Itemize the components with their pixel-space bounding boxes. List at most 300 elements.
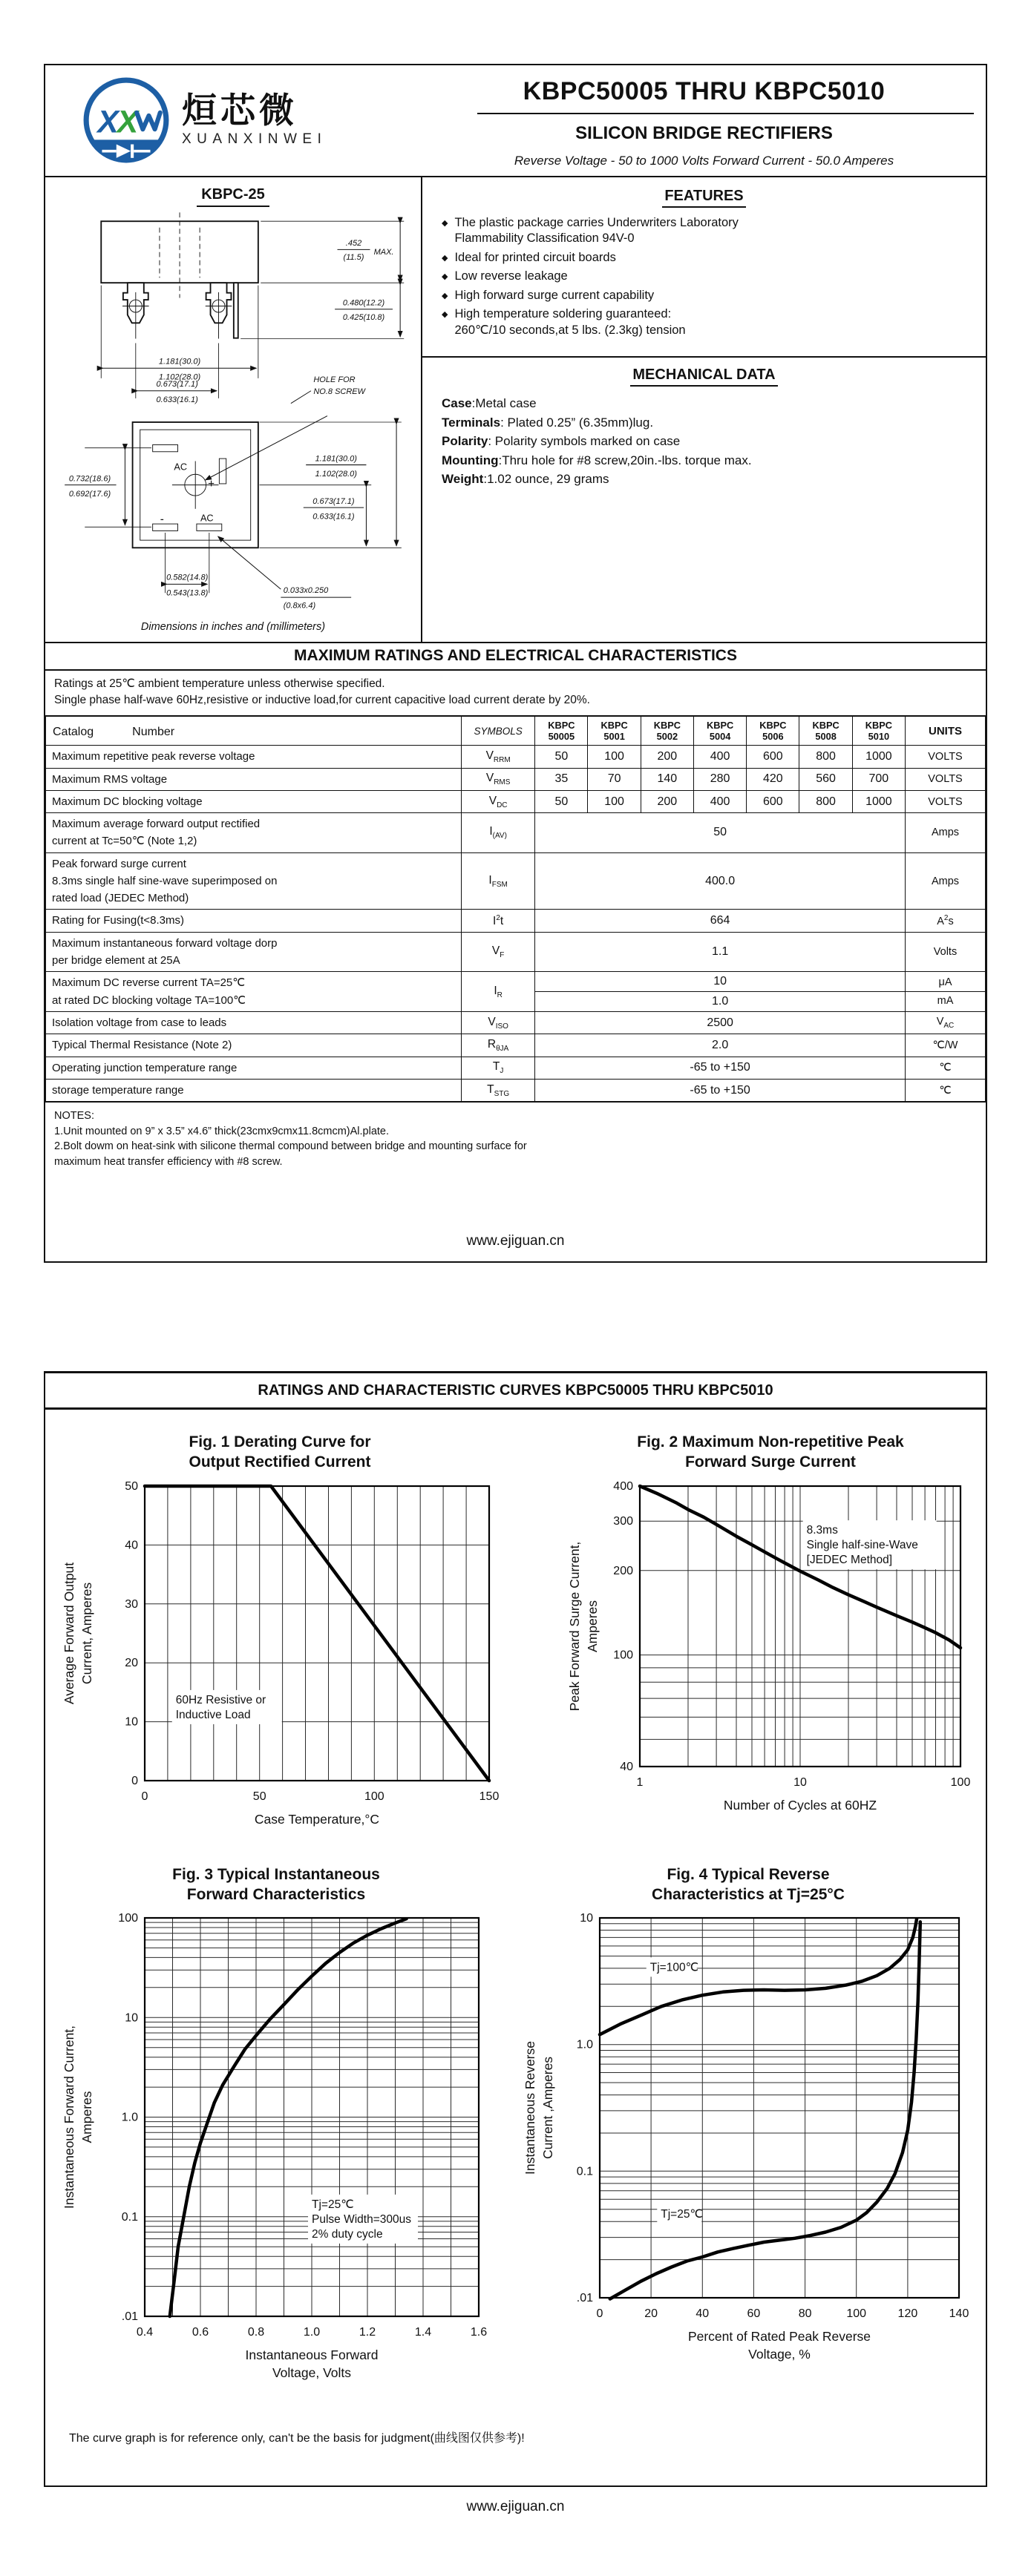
mechanical-value: :1.02 ounce, 29 grams — [483, 472, 609, 487]
symbol-cell: $V_F$ — [462, 932, 535, 972]
feature-text — [454, 288, 654, 303]
y-tick-label: .01 — [121, 2310, 138, 2324]
feature-line: High forward surge current capability — [454, 288, 655, 302]
figure-2 — [563, 1420, 978, 1853]
parameter-line: Operating junction temperature range — [52, 1061, 238, 1074]
parameter-line: Maximum average forward output rectified — [52, 818, 261, 831]
figure-title-line: Forward Characteristics — [186, 1885, 366, 1903]
x-tick-label: 100 — [950, 1775, 971, 1789]
value-cell-span: 50 — [535, 813, 906, 853]
parameter-label — [46, 1034, 462, 1057]
x-axis-label: Voltage, Volts — [272, 2365, 352, 2381]
ratings-table-head — [46, 716, 986, 746]
figure-3 — [57, 1853, 495, 2404]
value-cell-span: 2.0 — [535, 1034, 906, 1057]
y-tick-label: 10 — [125, 2011, 138, 2025]
parameter-line: Peak forward surge current — [52, 857, 186, 870]
x-tick-label: 0 — [596, 2307, 603, 2321]
feature-item — [442, 269, 966, 284]
logo-chinese-name: 烜芯微 — [182, 91, 298, 131]
parameter-line: Maximum repetitive peak reverse voltage — [52, 750, 255, 763]
feature-text — [454, 306, 685, 338]
value-cell: 280 — [693, 768, 746, 790]
mechanical-row — [442, 432, 966, 451]
x-tick-label: 0 — [141, 1790, 148, 1803]
value-cell: 200 — [641, 746, 693, 768]
x-tick-label: 120 — [897, 2307, 918, 2321]
unit-cell: ℃/W — [905, 1034, 985, 1057]
y-tick-label: 400 — [613, 1479, 633, 1493]
features-list — [442, 215, 966, 338]
drawing-caption: Dimensions in inches and (millimeters) — [140, 620, 326, 633]
feature-line: Flammability Classification 94V-0 — [454, 231, 635, 246]
series-derating — [145, 1486, 489, 1781]
dim-width-a: 1.181(30.0) — [158, 357, 201, 367]
svg-text:X: X — [117, 103, 139, 139]
catalog-number-wrap — [47, 721, 460, 740]
table-row — [46, 768, 986, 790]
page1-footer-link[interactable]: www.ejiguan.cn — [466, 1233, 565, 1249]
features-heading-text: FEATURES — [662, 188, 745, 208]
dim-span-a: 0.582(14.8) — [166, 573, 209, 582]
y-tick-label: 300 — [613, 1514, 633, 1528]
unit-cell-dual — [905, 972, 985, 1012]
mechanical-label: Polarity — [442, 434, 488, 449]
feature-line: Low reverse leakage — [454, 269, 568, 283]
annotation-text: Pulse Width=300us — [312, 2213, 411, 2227]
value-cell: 35 — [535, 768, 588, 790]
page1-header — [45, 65, 986, 177]
x-tick-label: 40 — [695, 2307, 710, 2321]
chart-svg — [57, 1906, 495, 2399]
curves-section-heading: RATINGS AND CHARACTERISTIC CURVES KBPC50005 THRU KBPC5010 — [45, 1373, 986, 1410]
table-row — [46, 1079, 986, 1102]
symbol-cell: $I_R$ — [462, 972, 535, 1012]
parameter-line: Maximum DC blocking voltage — [52, 795, 203, 808]
svg-text:X: X — [97, 103, 119, 139]
parameter-line: per bridge element at 25A — [52, 953, 180, 967]
y-tick-label: 100 — [118, 1912, 138, 1925]
parameter-label — [46, 972, 462, 1012]
y-tick-label: 1.0 — [121, 2111, 138, 2124]
value-cell: 70 — [588, 768, 641, 790]
title-block — [430, 71, 978, 168]
dim-pitch-a: 0.673(17.1) — [156, 379, 198, 389]
reverse-characteristics-chart — [518, 1906, 978, 2385]
x-tick-label: 100 — [846, 2307, 867, 2321]
feature-line: High temperature soldering guaranteed: — [454, 307, 672, 321]
dim-width-a2: 1.181(30.0) — [315, 454, 357, 464]
dim-body-b: 0.692(17.6) — [68, 489, 111, 499]
figure-title-line: Forward Surge Current — [685, 1453, 856, 1471]
part-series: KBPC — [548, 719, 575, 731]
part-column-header — [535, 716, 588, 746]
units-header: UNITS — [905, 716, 985, 746]
symbol-cell: $V_{ISO}$ — [462, 1012, 535, 1034]
feature-item — [442, 215, 966, 247]
x-tick-label: 80 — [798, 2307, 812, 2321]
value-cell: 100 — [588, 746, 641, 768]
polarity-minus-label: - — [160, 513, 164, 526]
x-tick-label: 100 — [364, 1790, 384, 1803]
value-cell: 100 — [588, 790, 641, 812]
value-cell: 1000 — [852, 790, 905, 812]
x-tick-label: 0.8 — [247, 2326, 265, 2339]
chart-svg — [518, 1906, 978, 2381]
feature-text — [454, 215, 738, 247]
curves-disclaimer: The curve graph is for reference only, can't be the basis for judgment(曲线图仅供参考)! — [69, 2432, 525, 2445]
value-cell: 1000 — [852, 746, 905, 768]
dim-slot-b: (0.8x6.4) — [283, 601, 316, 611]
parameter-line: 8.3ms single half sine-wave superimposed on — [52, 874, 278, 887]
mechanical-value: :Metal case — [471, 396, 537, 411]
unit-cell: VOLTS — [905, 746, 985, 768]
features-heading — [442, 188, 966, 205]
feature-text — [454, 269, 567, 284]
y-tick-label: 0 — [131, 1774, 138, 1787]
ratings-table — [45, 715, 986, 1103]
symbol-cell: $V_{DC}$ — [462, 790, 535, 812]
charts-row-1 — [57, 1420, 978, 1853]
table-row — [46, 910, 986, 932]
dim-width-b2: 1.102(28.0) — [315, 469, 357, 479]
part-series: KBPC — [706, 719, 734, 731]
part-series: KBPC — [600, 719, 628, 731]
parameter-line: Typical Thermal Resistance (Note 2) — [52, 1039, 232, 1052]
mechanical-value: : Plated 0.25” (6.35mm)lug. — [500, 415, 654, 430]
x-tick-label: 60 — [747, 2307, 761, 2321]
unit-bottom: mA — [937, 995, 954, 1008]
y-axis-label: Instantaneous Reverse — [523, 2041, 537, 2175]
y-tick-label: 10 — [125, 1715, 138, 1729]
value-cell: 600 — [747, 746, 799, 768]
mechanical-heading — [442, 367, 966, 384]
parameter-label — [46, 746, 462, 768]
package-name: KBPC-25 — [197, 186, 269, 207]
parameter-label — [46, 1012, 462, 1034]
chart-svg — [57, 1474, 503, 1849]
y-tick-label: 0.1 — [121, 2210, 138, 2224]
part-column-header — [799, 716, 852, 746]
mechanical-heading-text: MECHANICAL DATA — [630, 367, 777, 387]
parameter-label — [46, 932, 462, 972]
part-number: 5002 — [656, 731, 678, 743]
page-tagline: Reverse Voltage - 50 to 1000 Volts Forward Current - 50.0 Amperes — [514, 154, 894, 168]
catalog-label: Catalog — [53, 726, 94, 739]
feature-line: Ideal for printed circuit boards — [454, 250, 616, 264]
value-cell: 800 — [799, 746, 852, 768]
y-tick-label: 1.0 — [576, 2038, 593, 2051]
figure-title-line: Output Rectified Current — [189, 1453, 371, 1471]
unit-cell: $V_{AC}$ — [905, 1012, 985, 1034]
parameter-label — [46, 1079, 462, 1102]
mechanical-rows — [442, 394, 966, 489]
dim-pitch-b2: 0.633(16.1) — [312, 512, 355, 522]
dim-span-b: 0.543(13.8) — [166, 588, 209, 598]
part-series: KBPC — [759, 719, 787, 731]
x-axis-label: Number of Cycles at 60HZ — [723, 1797, 877, 1813]
dim-height-in: .452 — [345, 239, 362, 249]
figure-title-line: Fig. 4 Typical Reverse — [667, 1865, 830, 1883]
y-axis-label: Current ,Amperes — [540, 2057, 555, 2160]
datasheet-page-1 — [44, 64, 987, 1263]
unit-cell: ℃ — [905, 1057, 985, 1079]
bullet-diamond-icon: ◆ — [442, 219, 448, 228]
symbol-cell: $I_{(AV)}$ — [462, 813, 535, 853]
table-row — [46, 1012, 986, 1034]
dim-slot-a: 0.033x0.250 — [283, 586, 329, 596]
dim-max-label: MAX. — [373, 248, 394, 257]
hole-note-line2: NO.8 SCREW — [313, 387, 366, 396]
symbol-cell: $V_{RRM}$ — [462, 746, 535, 768]
part-number: 50005 — [548, 731, 575, 743]
table-row — [46, 790, 986, 812]
x-axis-label: Voltage, % — [748, 2347, 811, 2362]
annotation-text: Single half-sine-Wave — [806, 1538, 918, 1551]
y-tick-label: 30 — [125, 1597, 138, 1611]
logo-romanized-name: XUANXINWEI — [182, 131, 327, 147]
parameter-line: current at Tc=50℃ (Note 1,2) — [52, 835, 197, 848]
part-number: 5004 — [709, 731, 731, 743]
value-cell: 400 — [693, 790, 746, 812]
y-axis-label: Instantaneous Forward Current, — [62, 2025, 76, 2209]
part-number: 5001 — [603, 731, 625, 743]
parameter-line: Maximum instantaneous forward voltage dorp — [52, 936, 278, 950]
mechanical-row — [442, 413, 966, 433]
page1-main — [45, 177, 986, 642]
value-cell-span: 664 — [535, 910, 906, 932]
value-cell-span: 1.1 — [535, 932, 906, 972]
x-tick-label: 150 — [479, 1790, 500, 1803]
part-column-header — [747, 716, 799, 746]
symbol-cell: $V_{RMS}$ — [462, 768, 535, 790]
x-tick-label: 0.4 — [136, 2326, 154, 2339]
mechanical-label: Terminals — [442, 415, 501, 430]
page-gap — [44, 1263, 987, 1371]
dim-lead-a: 0.480(12.2) — [342, 298, 385, 308]
mechanical-label: Weight — [442, 472, 484, 487]
unit-cell: $A^2s$ — [905, 910, 985, 932]
y-tick-label: 10 — [580, 1912, 593, 1925]
notes-section — [45, 1103, 986, 1172]
mechanical-value: :Thru hole for #8 screw,20in.-lbs. torque max. — [498, 453, 752, 467]
value-cell: 700 — [852, 768, 905, 790]
y-axis-label: Amperes — [79, 2091, 94, 2143]
y-tick-label: 40 — [125, 1538, 138, 1551]
parameter-line: Maximum RMS voltage — [52, 772, 168, 786]
bullet-diamond-icon: ◆ — [442, 310, 448, 320]
x-tick-label: 50 — [252, 1790, 266, 1803]
logo-mark-icon — [81, 75, 171, 165]
parameter-line: Maximum DC reverse current TA=25℃ — [52, 976, 246, 990]
value-cell: 600 — [747, 790, 799, 812]
parameter-label — [46, 813, 462, 853]
x-axis-label: Case Temperature,°C — [254, 1811, 380, 1827]
annotation-text: Inductive Load — [175, 1708, 251, 1721]
unit-cell: VOLTS — [905, 768, 985, 790]
parameter-label — [46, 768, 462, 790]
unit-cell: Volts — [905, 932, 985, 972]
ratings-table-body — [46, 746, 986, 1102]
unit-cell: Amps — [905, 852, 985, 910]
dim-height-mm: (11.5) — [343, 252, 364, 262]
unit-cell: ℃ — [905, 1079, 985, 1102]
page-subtitle: SILICON BRIDGE RECTIFIERS — [575, 123, 833, 143]
feature-item — [442, 306, 966, 338]
x-tick-label: 1.6 — [470, 2326, 488, 2339]
feature-text — [454, 250, 615, 266]
package-drawing-column — [45, 177, 422, 642]
mechanical-data-section — [422, 358, 986, 642]
figure-4-title — [652, 1864, 845, 1905]
polarity-ac-bottom-label: AC — [200, 513, 214, 524]
table-row — [46, 1057, 986, 1079]
figure-4 — [518, 1853, 978, 2404]
ratings-intro-line: Ratings at 25℃ ambient temperature unless otherwise specified. — [54, 677, 385, 690]
feature-item — [442, 288, 966, 303]
part-series: KBPC — [812, 719, 839, 731]
mechanical-label: Case — [442, 396, 472, 411]
number-label: Number — [132, 726, 175, 739]
y-tick-label: 50 — [125, 1479, 138, 1493]
part-column-header — [641, 716, 693, 746]
chart-svg — [563, 1474, 978, 1830]
terminal-lug — [122, 283, 149, 338]
mechanical-row — [442, 470, 966, 489]
x-tick-label: 10 — [793, 1775, 807, 1789]
ratings-intro — [45, 671, 986, 715]
figure-2-title — [637, 1432, 903, 1473]
y-axis-label: Peak Forward Surge Current, — [567, 1541, 582, 1711]
parameter-label — [46, 1057, 462, 1079]
parameter-label — [46, 852, 462, 910]
value-cell: 560 — [799, 768, 852, 790]
dim-pitch-b: 0.633(16.1) — [156, 395, 198, 404]
part-column-header — [852, 716, 905, 746]
series-Tj=100℃ — [600, 1919, 917, 2035]
title-divider — [477, 113, 974, 114]
charts-area — [45, 1410, 986, 2403]
y-tick-label: 100 — [613, 1649, 633, 1662]
annotation-text: 2% duty cycle — [312, 2228, 383, 2241]
value-cell: 400 — [693, 746, 746, 768]
part-column-header — [693, 716, 746, 746]
ratings-intro-line: Single phase half-wave 60Hz,resistive or inductive load,for current capacitive load current derate by 20%. — [54, 694, 590, 707]
value-cell-span: 400.0 — [535, 852, 906, 910]
unit-top: μA — [906, 973, 985, 992]
value-cell: 420 — [747, 768, 799, 790]
value-top: 10 — [535, 972, 905, 992]
x-tick-label: 140 — [949, 2307, 969, 2321]
features-section — [422, 177, 986, 358]
mechanical-row — [442, 451, 966, 470]
table-header-row — [46, 716, 986, 746]
symbol-cell: $T_{STG}$ — [462, 1079, 535, 1102]
annotation-text: 8.3ms — [806, 1523, 838, 1537]
logo-text — [182, 92, 327, 147]
y-axis-label: Average Forward Output — [62, 1562, 76, 1704]
note-line: 1.Unit mounted on 9” x 3.5” x4.6” thick(23cmx9cmx11.8cmcm)Al.plate. — [54, 1125, 390, 1137]
parameter-label — [46, 790, 462, 812]
polarity-ac-top-label: AC — [174, 461, 188, 473]
value-cell: 50 — [535, 790, 588, 812]
table-row — [46, 972, 986, 1012]
x-tick-label: 0.6 — [192, 2326, 209, 2339]
table-row — [46, 932, 986, 972]
figure-3-title — [172, 1864, 380, 1905]
y-axis-label: Current, Amperes — [79, 1582, 94, 1684]
unit-cell: Amps — [905, 813, 985, 853]
part-series: KBPC — [653, 719, 681, 731]
dim-width-b: 1.102(28.0) — [158, 372, 201, 382]
feature-line: The plastic package carries Underwriters Laboratory — [454, 216, 739, 229]
table-row — [46, 1034, 986, 1057]
y-tick-label: 200 — [613, 1564, 633, 1577]
part-column-header — [588, 716, 641, 746]
company-logo — [81, 71, 430, 168]
annotation-text: Tj=25℃ — [661, 2208, 703, 2221]
derating-curve-chart — [57, 1474, 503, 1853]
charts-row-2 — [57, 1853, 978, 2404]
parameter-line: Rating for Fusing(t<8.3ms) — [52, 914, 184, 927]
figure-title-line: Fig. 3 Typical Instantaneous — [172, 1865, 380, 1883]
value-cell-span: 2500 — [535, 1012, 906, 1034]
symbol-cell: $R_{\theta JA}$ — [462, 1034, 535, 1057]
forward-characteristics-chart — [57, 1906, 495, 2403]
annotation-text: Tj=25℃ — [312, 2198, 354, 2212]
table-row — [46, 746, 986, 768]
note-line: NOTES: — [54, 1110, 94, 1123]
table-row — [46, 852, 986, 910]
figure-1-title — [189, 1432, 370, 1473]
polarity-plus-label: + — [208, 478, 215, 491]
page2-footer-link[interactable]: www.ejiguan.cn — [466, 2499, 565, 2515]
bullet-diamond-icon: ◆ — [442, 253, 448, 263]
surge-current-chart — [563, 1474, 978, 1834]
x-axis-label: Percent of Rated Peak Reverse — [687, 2329, 871, 2345]
value-cell: 800 — [799, 790, 852, 812]
part-series: KBPC — [865, 719, 892, 731]
x-tick-label: 20 — [644, 2307, 658, 2321]
mechanical-label: Mounting — [442, 453, 499, 467]
value-cell-dual — [535, 972, 906, 1012]
part-number: 5006 — [762, 731, 784, 743]
value-cell-span: -65 to +150 — [535, 1079, 906, 1102]
mechanical-value: : Polarity symbols marked on case — [488, 434, 681, 449]
page1-right-column — [422, 177, 986, 642]
figure-title-line: Characteristics at Tj=25°C — [652, 1885, 845, 1903]
value-cell: 140 — [641, 768, 693, 790]
catalog-number-header — [46, 716, 462, 746]
symbol-cell: $I_{FSM}$ — [462, 852, 535, 910]
datasheet-page-2 — [44, 1371, 987, 2487]
dim-body-a: 0.732(18.6) — [68, 474, 111, 484]
figure-title-line: Fig. 1 Derating Curve for — [189, 1433, 371, 1450]
feature-item — [442, 250, 966, 266]
annotation-text: Tj=100℃ — [649, 1961, 698, 1974]
note-line: 2.Bolt dowm on heat-sink with silicone thermal compound between bridge and mounting surface for — [54, 1140, 527, 1153]
x-tick-label: 1.2 — [359, 2326, 376, 2339]
parameter-line: storage temperature range — [52, 1083, 184, 1097]
bullet-diamond-icon: ◆ — [442, 272, 448, 282]
package-side-view-drawing — [57, 210, 409, 406]
parameter-line: rated load (JEDEC Method) — [52, 892, 189, 905]
value-cell: 200 — [641, 790, 693, 812]
symbols-header: SYMBOLS — [462, 716, 535, 746]
part-number: 5008 — [815, 731, 837, 743]
symbol-cell: $I^2t$ — [462, 910, 535, 932]
y-tick-label: 0.1 — [576, 2165, 593, 2178]
